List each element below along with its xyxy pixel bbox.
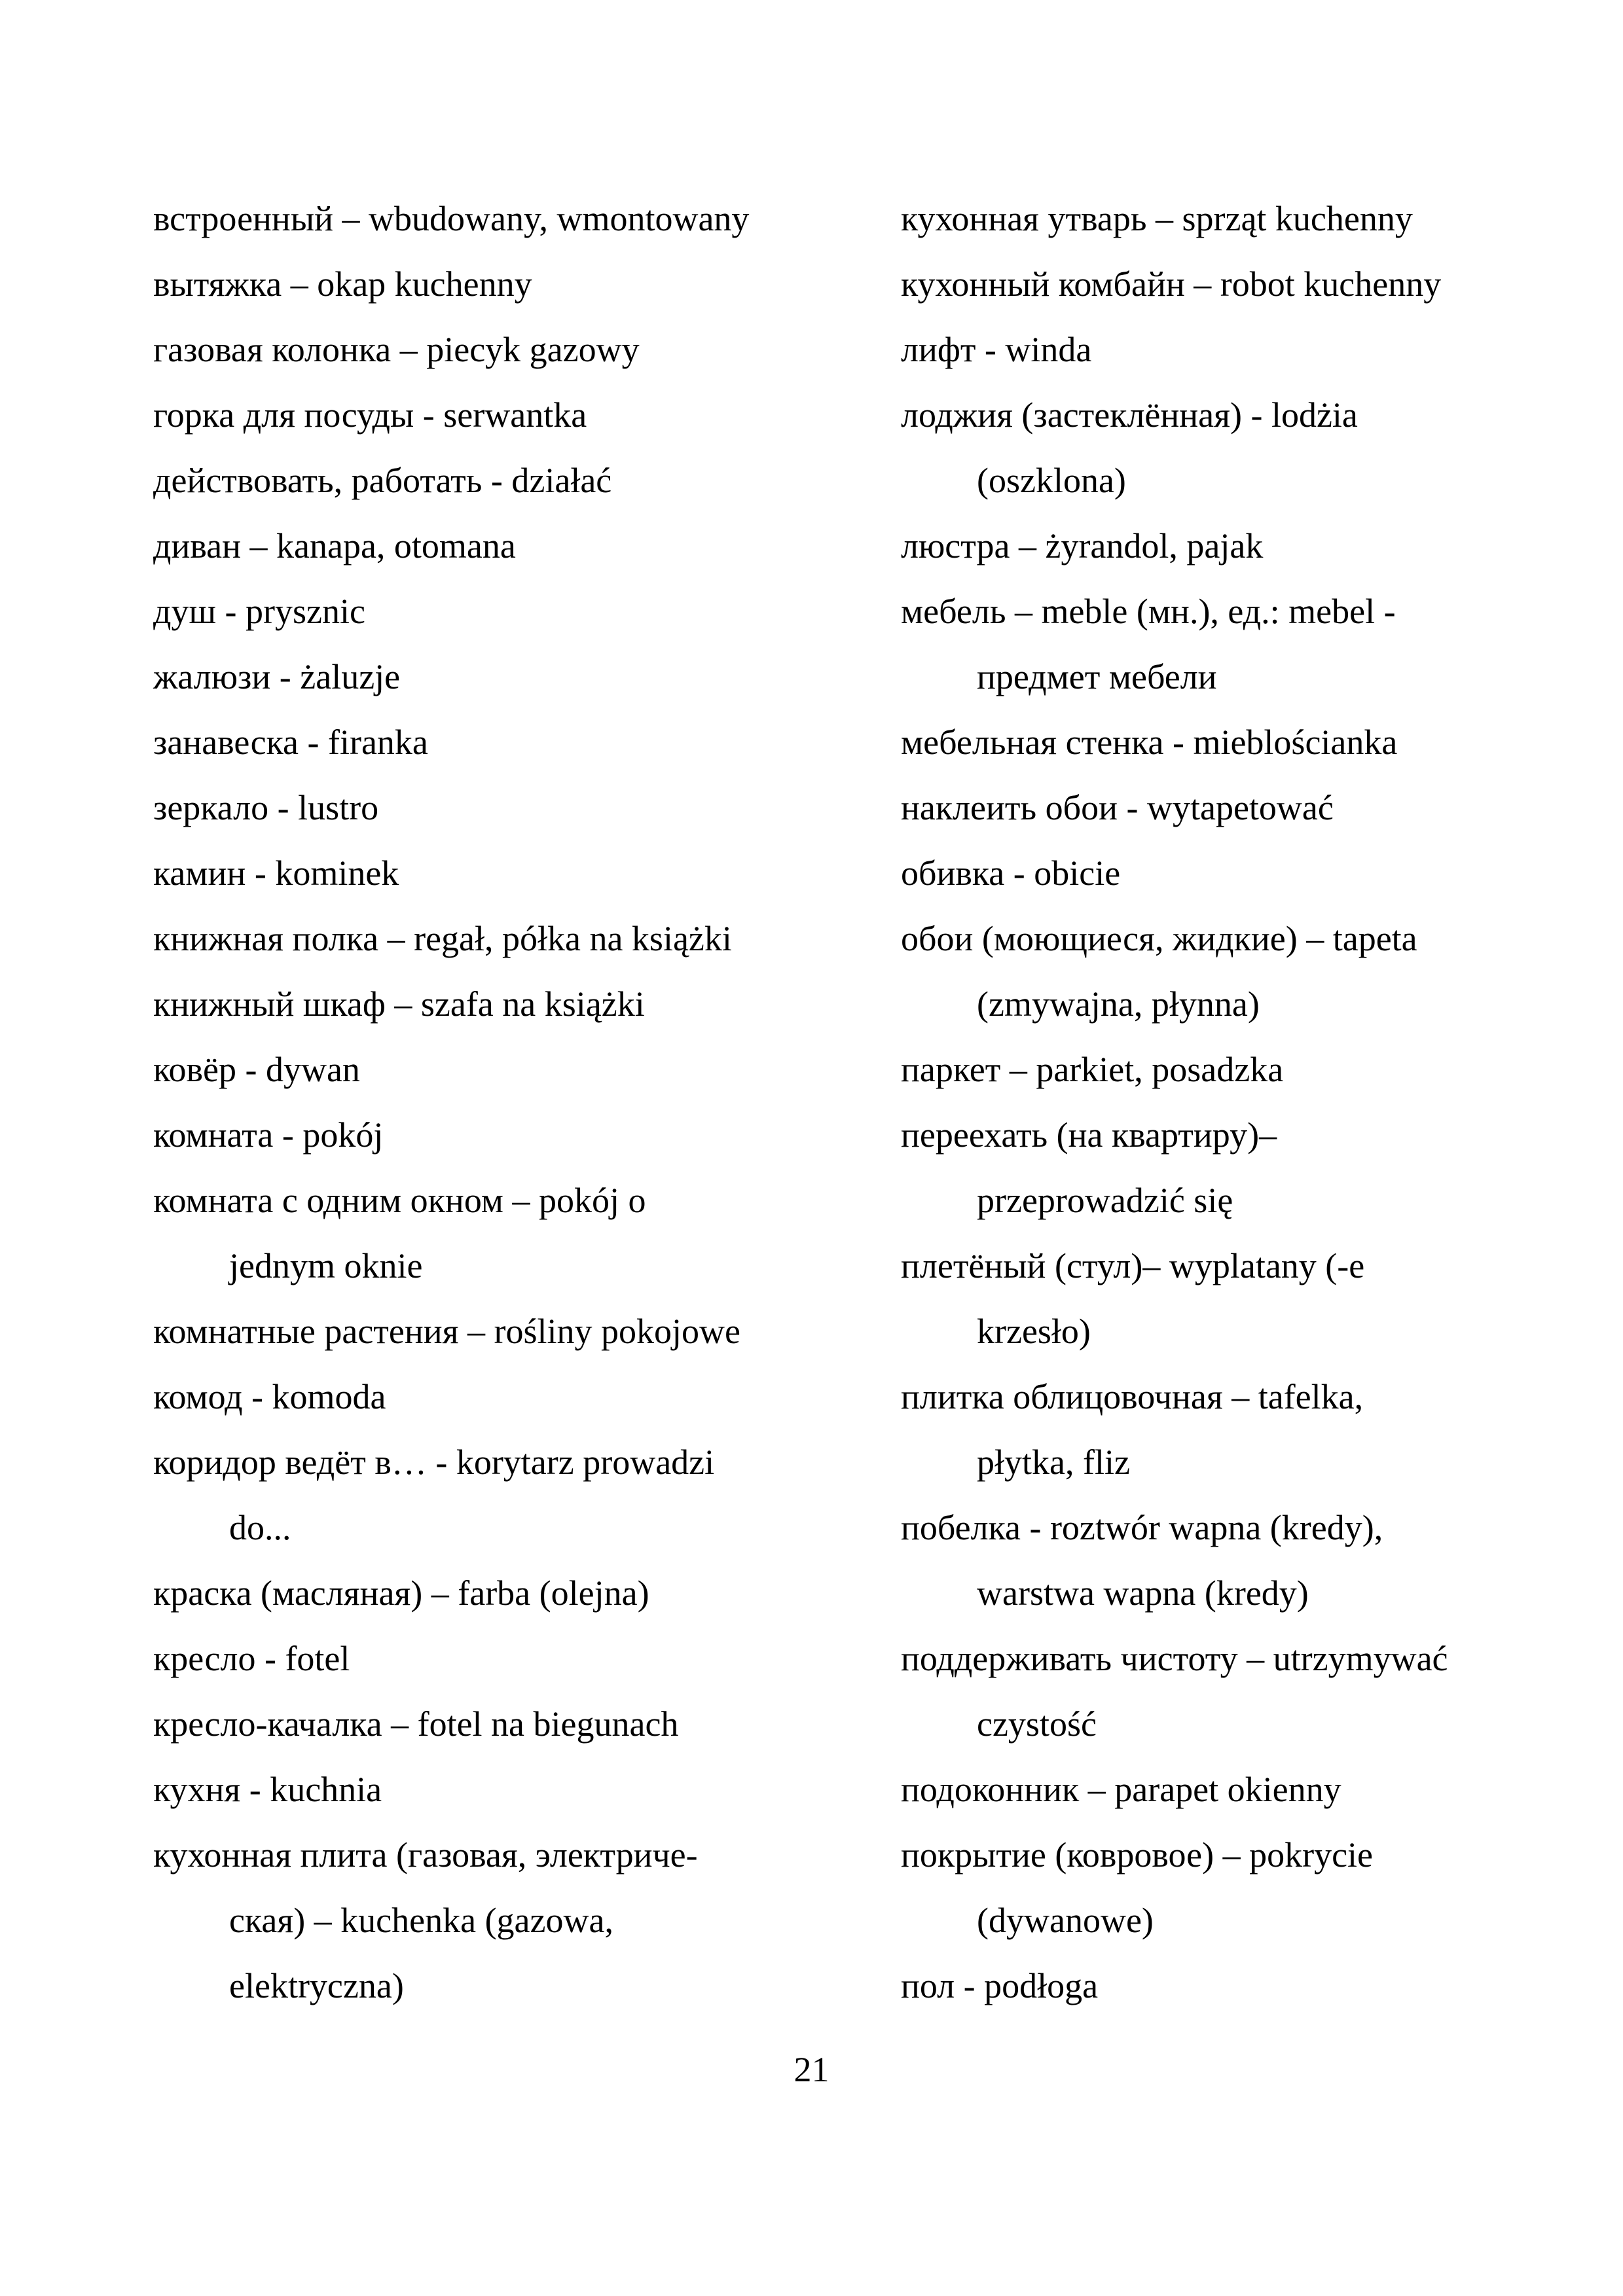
- glossary-line: побелка - roztwór wapna (kredy),: [901, 1508, 1383, 1547]
- glossary-line: кухонная утварь – sprząt kuchenny: [901, 199, 1413, 238]
- glossary-line: обивка - obicie: [901, 853, 1121, 893]
- glossary-line: покрытие (ковровое) – pokrycie: [901, 1835, 1374, 1874]
- glossary-line: книжная полка – regał, półka na książki: [153, 919, 732, 958]
- glossary-line: наклеить обои - wytapetować: [901, 788, 1334, 827]
- glossary-line-continuation: czystość: [977, 1704, 1097, 1744]
- glossary-line: газовая колонка – piecyk gazowy: [153, 330, 640, 369]
- glossary-line: комнатные растения – rośliny pokojowe: [153, 1312, 740, 1351]
- glossary-line: мебельная стенка - mieblościanka: [901, 723, 1398, 762]
- glossary-line-continuation: ская) – kuchenka (gazowa,: [229, 1901, 613, 1940]
- glossary-line: плитка облицовочная – tafelka,: [901, 1377, 1364, 1416]
- glossary-line: душ - prysznic: [153, 592, 365, 631]
- glossary-line: кухонная плита (газовая, электриче-: [153, 1835, 698, 1874]
- glossary-line: комод - komoda: [153, 1377, 386, 1416]
- glossary-line-continuation: krzesło): [977, 1312, 1091, 1351]
- glossary-line: краска (масляная) – farba (olejna): [153, 1573, 649, 1613]
- glossary-line-continuation: (zmywajna, płynna): [977, 984, 1260, 1024]
- glossary-line: встроенный – wbudowany, wmontowany: [153, 199, 750, 238]
- glossary-line: переехать (на квартиру)–: [901, 1115, 1277, 1155]
- glossary-line: лоджия (застеклённая) - lodżia: [901, 395, 1358, 435]
- glossary-line: комната с одним окном – pokój o: [153, 1181, 646, 1220]
- page-number: 21: [793, 2050, 830, 2089]
- glossary-line-continuation: warstwa wapna (kredy): [977, 1573, 1309, 1613]
- glossary-line-continuation: płytka, fliz: [977, 1443, 1130, 1482]
- glossary-column-right: [901, 186, 1601, 2018]
- glossary-line: комната - pokój: [153, 1115, 384, 1155]
- glossary-line: лифт - winda: [901, 330, 1092, 369]
- glossary-line: коридор ведёт в… - korytarz prowadzi: [153, 1443, 715, 1482]
- glossary-line: вытяжка – okap kuchenny: [153, 264, 532, 304]
- glossary-line: кресло-качалка – fotel na biegunach: [153, 1704, 679, 1744]
- glossary-line: плетёный (стул)– wyplatany (-e: [901, 1246, 1365, 1285]
- glossary-line: кресло - fotel: [153, 1639, 350, 1678]
- glossary-line: ковёр - dywan: [153, 1050, 360, 1089]
- glossary-line-continuation: elektryczna): [229, 1966, 404, 2005]
- glossary-line-continuation: do...: [229, 1508, 291, 1547]
- glossary-line-continuation: (dywanowe): [977, 1901, 1154, 1940]
- glossary-line-continuation: przeprowadzić się: [977, 1181, 1233, 1220]
- glossary-line: диван – kanapa, otomana: [153, 526, 516, 565]
- glossary-line: книжный шкаф – szafa na książki: [153, 984, 645, 1024]
- glossary-line: подоконник – parapet okienny: [901, 1770, 1341, 1809]
- glossary-line-continuation: предмет мебели: [977, 657, 1217, 696]
- glossary-line: паркет – parkiet, posadzka: [901, 1050, 1284, 1089]
- glossary-line: люстра – żyrandol, pajak: [901, 526, 1264, 565]
- glossary-line: действовать, работать - działać: [153, 461, 612, 500]
- glossary-line: обои (моющиеся, жидкие) – tapeta: [901, 919, 1417, 958]
- glossary-line: пол - podłoga: [901, 1966, 1099, 2005]
- glossary-line: зеркало - lustro: [153, 788, 379, 827]
- glossary-column-left: [153, 186, 886, 2018]
- glossary-line: кухня - kuchnia: [153, 1770, 382, 1809]
- glossary-line: горка для посуды - serwantka: [153, 395, 587, 435]
- glossary-line: жалюзи - żaluzje: [153, 657, 401, 696]
- glossary-line-continuation: (oszklona): [977, 461, 1126, 500]
- glossary-line-continuation: jednym oknie: [229, 1246, 423, 1285]
- glossary-line: кухонный комбайн – robot kuchenny: [901, 264, 1442, 304]
- glossary-line: мебель – meble (мн.), ед.: mebel -: [901, 592, 1396, 631]
- glossary-line: поддерживать чистоту – utrzymywać: [901, 1639, 1448, 1678]
- glossary-line: занавеска - firanka: [153, 723, 428, 762]
- glossary-line: камин - kominek: [153, 853, 399, 893]
